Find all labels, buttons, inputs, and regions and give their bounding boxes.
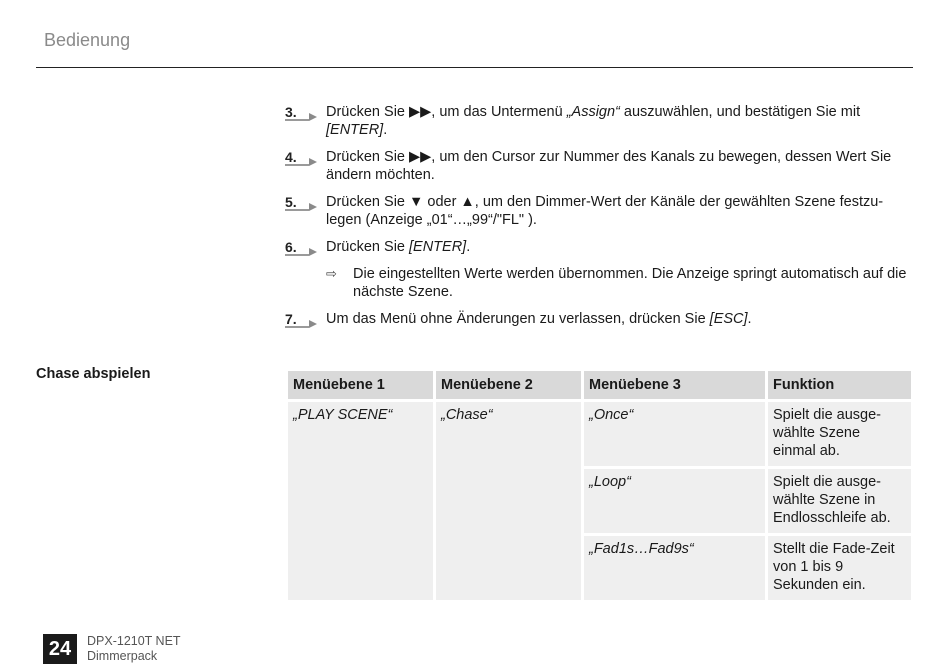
menu-level3-cell: „Loop“ [584,469,765,533]
page-number: 24 [43,634,77,664]
step-arrow-icon [285,108,319,122]
step-arrow-icon [285,198,319,212]
step-number: 5. [285,194,297,210]
step-italic: [ENTER] [409,239,467,255]
function-cell: Spielt die ausge-wählte Szene in Endlosschleife ab. [768,469,911,533]
function-cell: Spielt die ausge-wählte Szene einmal ab. [768,402,911,466]
step-5 [285,193,913,229]
footer-model: DPX-1210T NET [87,634,181,648]
result-text: Die eingestellten Werte werden übernommen. Die Anzeige springt automatisch auf die nächste Szene. [353,266,907,300]
step-result [285,265,913,301]
step-italic: [ESC] [709,311,748,327]
footer-product: Dimmerpack [87,649,158,663]
table-header-cell: Funktion [768,371,911,399]
step-number: 3. [285,104,297,120]
step-text: . [747,311,752,327]
table-header-cell: Menüebene 1 [288,371,433,399]
step-7 [285,310,913,328]
step-text: Drücken Sie ▼ oder ▲, um den Dimmer-Wert der Känäle der gewählten Szene festzu-legen (Anzeige „01“…„99“/"FL" ). [326,194,884,228]
menu-level3-cell: „Once“ [584,402,765,466]
step-text: Drücken Sie ▶▶, um das Untermenü [326,104,567,120]
step-text: auszuwählen, und bestätigen Sie mit [619,104,861,120]
table-header-cell: Menüebene 2 [436,371,581,399]
step-number: 6. [285,239,297,255]
step-number: 4. [285,149,297,165]
step-3 [285,103,913,139]
instruction-steps [285,103,913,337]
menu-level1-cell: „PLAY SCENE“ [288,402,433,600]
footer-product-info [87,634,181,664]
step-text: Um das Menü ohne Änderungen zu verlassen, drücken Sie [326,311,710,327]
header-rule [36,67,913,68]
table-header-row [288,371,911,399]
step-arrow-icon [285,243,319,257]
step-italic: „Assign“ [566,104,620,120]
step-text: Drücken Sie ▶▶, um den Cursor zur Nummer des Kanals zu bewegen, dessen Wert Sie ändern möchten. [326,149,892,183]
page-header-title: Bedienung [44,30,131,50]
step-4 [285,148,913,184]
section-label: Chase abspielen [36,366,151,382]
step-text: Drücken Sie [326,239,410,255]
table-row [288,402,911,466]
step-arrow-icon [285,153,319,167]
step-text: . [383,122,388,138]
step-text: . [466,239,471,255]
result-arrow-icon: ⇨ [326,266,337,281]
menu-level3-cell: „Fad1s…Fad9s“ [584,536,765,600]
function-cell: Stellt die Fade-Zeit von 1 bis 9 Sekunden ein. [768,536,911,600]
step-arrow-icon [285,315,319,329]
menu-level2-cell: „Chase“ [436,402,581,600]
menu-table [285,368,914,603]
step-number: 7. [285,311,297,327]
step-6 [285,238,913,256]
step-italic: [ENTER] [326,122,384,138]
table-header-cell: Menüebene 3 [584,371,765,399]
